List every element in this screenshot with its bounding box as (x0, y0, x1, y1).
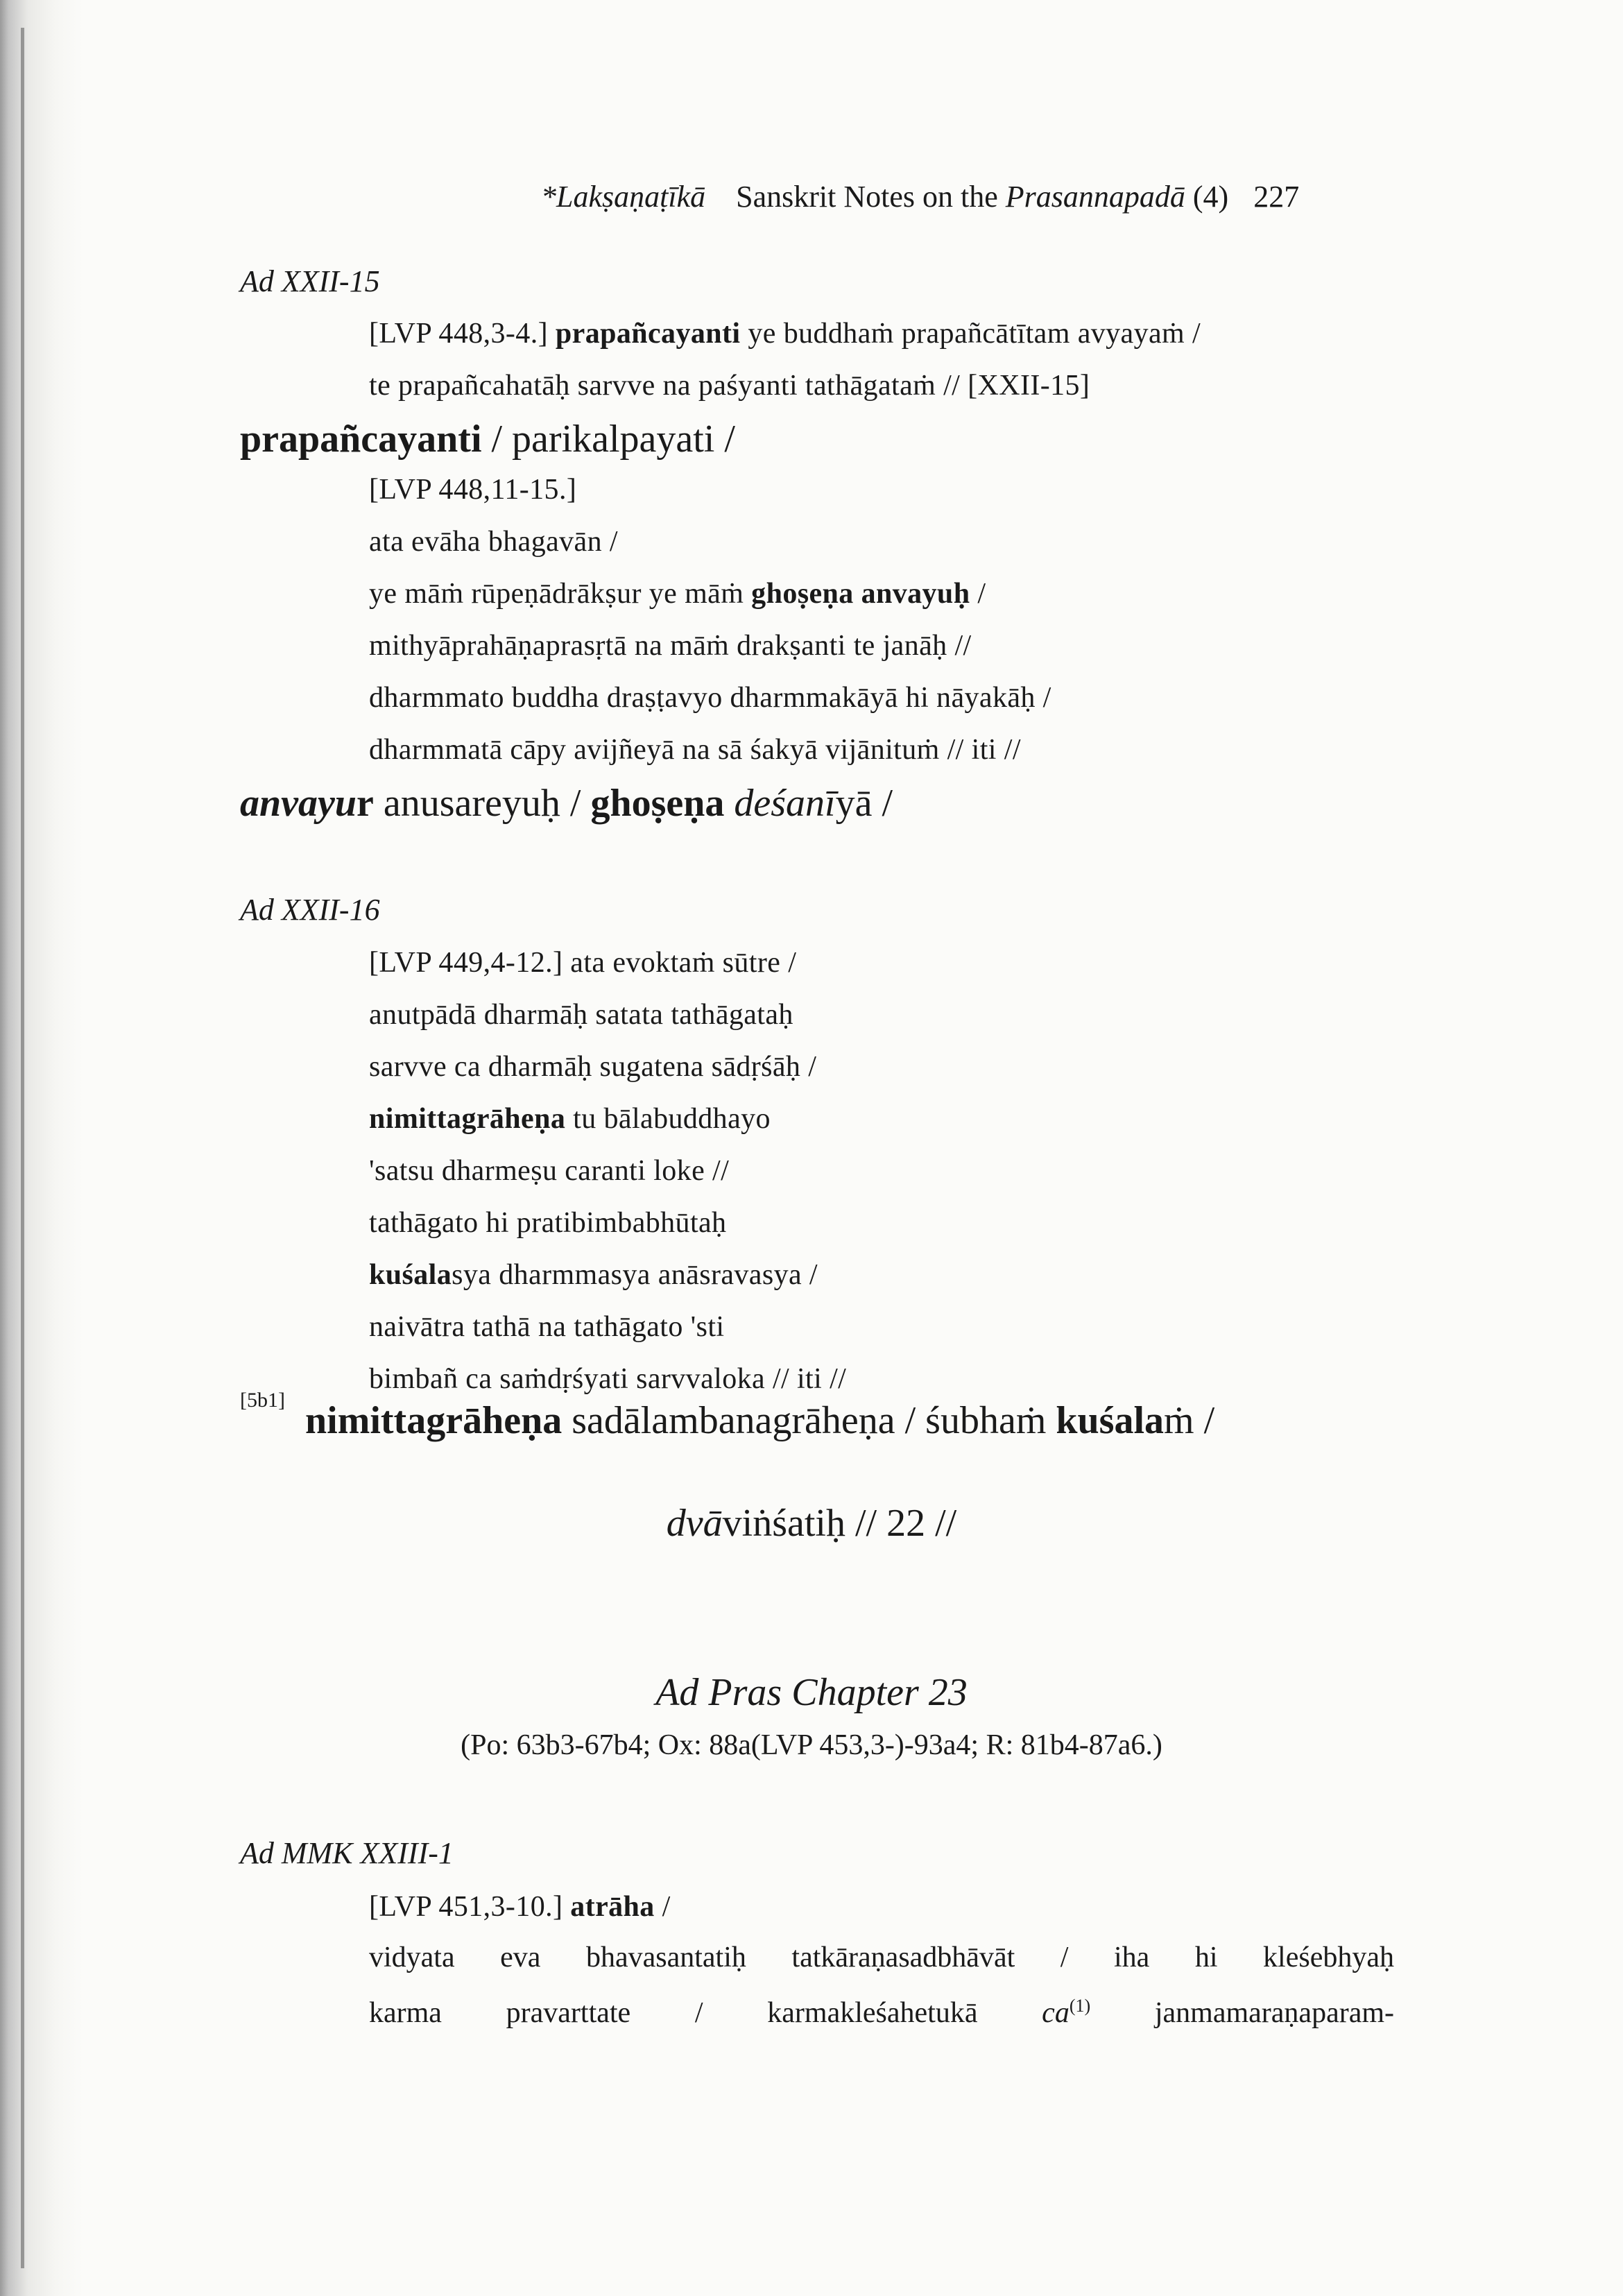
verse-line: [LVP 449,4-12.] ata evoktaṁ sūtre / (369, 947, 797, 979)
header-part: (4) (1192, 180, 1229, 214)
gloss-keyword: nimittagrāheṇa (305, 1399, 563, 1442)
header-work-title: *Lakṣaṇaṭīkā (541, 180, 706, 214)
running-header (541, 179, 1373, 214)
paragraph-line: vidyata eva bhavasantatiḥ tatkāraṇasadbhāvāt / iha hi kleśebhyaḥ (369, 1942, 1394, 1973)
verse-line: nimittagrāheṇa tu bālabuddhayo (369, 1103, 771, 1135)
verse-line: tathāgato hi pratibimbabhūtaḥ (369, 1207, 727, 1239)
gloss-keyword: ghoṣeṇa (590, 782, 725, 825)
gloss-keyword: kuśala (1056, 1399, 1165, 1442)
lvp-reference: [LVP 448,11-15.] (369, 474, 577, 506)
verse-line: [LVP 448,3-4.] prapañcayanti ye buddhaṁ prapañcātītam avyayaṁ / (369, 318, 1201, 350)
keyword: atrāha (570, 1891, 655, 1923)
verse-line: dharmmatā cāpy avijñeyā na sā śakyā vijānituṁ // iti // (369, 734, 1021, 766)
verse-line: ata evāha bhagavān / (369, 526, 618, 558)
page-number: 227 (1253, 180, 1300, 214)
section-heading-xxii-16: Ad XXII-16 (240, 893, 380, 927)
chapter-end-marker: dvāviṅśatiḥ // 22 // (666, 1502, 957, 1545)
gloss-line: nimittagrāheṇa sadālambanagrāheṇa / śubhaṁ kuśalaṁ / (305, 1399, 1215, 1442)
folio-marker: [5b1] (240, 1389, 285, 1412)
gloss-keyword: anvayu (240, 782, 357, 825)
paragraph-line: karma pravarttate / karmakleśahetukā $ca^{(1)}$ janmamaraṇaparam- (369, 1996, 1394, 2029)
verse-line: kuśalasya dharmmasya anāsravasya / (369, 1259, 818, 1291)
verse-line: naivātra tathā na tathāgato 'sti (369, 1311, 725, 1343)
gloss-keyword: prapañcayanti (240, 418, 482, 461)
verse-line: bimbañ ca saṁdṛśyati sarvvaloka // iti // (369, 1363, 847, 1395)
chapter-references: (Po: 63b3-67b4; Ox: 88a(LVP 453,3-)-93a4; R: 81b4-87a6.) (461, 1729, 1162, 1761)
footnote-marker: (1) (1069, 1996, 1091, 2016)
header-subtitle: Sanskrit Notes on the (736, 180, 1006, 214)
keyword: kuśala (369, 1259, 452, 1291)
section-heading-mmk-xxiii-1: Ad MMK XXIII-1 (240, 1836, 454, 1870)
verse-line: mithyāprahāṇaprasṛtā na māṁ drakṣanti te janāḥ // (369, 630, 972, 662)
keyword: prapañcayanti (555, 318, 741, 350)
verse-line: anutpādā dharmāḥ satata tathāgataḥ (369, 999, 793, 1031)
lvp-reference-line: [LVP 451,3-10.] atrāha / (369, 1891, 671, 1923)
chapter-title: Ad Pras Chapter 23 (655, 1671, 968, 1714)
gloss-line: prapañcayanti / parikalpayati / (240, 418, 735, 461)
section-heading-xxii-15: Ad XXII-15 (240, 264, 380, 298)
keyword: ghoṣeṇa anvayuḥ (751, 578, 970, 610)
book-spine-shadow (0, 0, 83, 2296)
verse-line: 'satsu dharmeṣu caranti loke // (369, 1155, 730, 1187)
verse-line: dharmmato buddha draṣṭavyo dharmmakāyā hi nāyakāḥ / (369, 682, 1051, 714)
verse-line: ye māṁ rūpeṇādrākṣur ye māṁ ghoṣeṇa anvayuḥ / (369, 578, 986, 610)
spine-edge-line (21, 28, 24, 2268)
verse-line: sarvve ca dharmāḥ sugatena sādṛśāḥ / (369, 1051, 817, 1083)
header-source-title: Prasannapadā (1005, 180, 1185, 214)
verse-line: te prapañcahatāḥ sarvve na paśyanti tathāgataṁ // [XXII-15] (369, 370, 1090, 402)
lvp-reference: [LVP 448,3-4.] (369, 318, 556, 350)
gloss-line: anvayur anusareyuḥ / ghoṣeṇa deśanīyā / (240, 782, 893, 825)
keyword: nimittagrāheṇa (369, 1103, 566, 1135)
